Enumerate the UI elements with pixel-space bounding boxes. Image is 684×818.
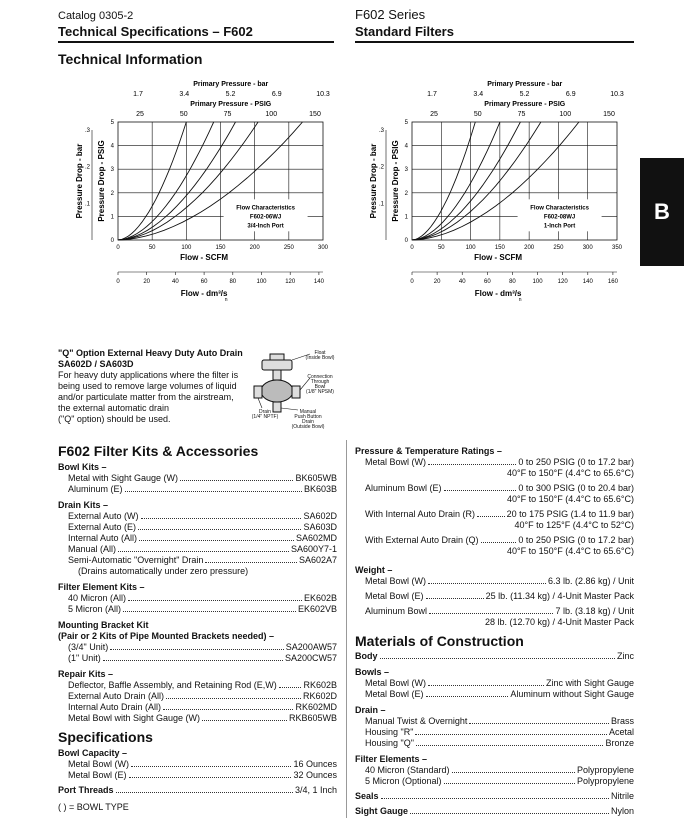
material-row: 40 Micron (Standard) Polypropylene [365, 765, 634, 775]
kit-row: External Auto (W) SA602D [68, 511, 337, 521]
legend-line: F602-08WJ [543, 214, 576, 221]
x2-tick-label: 140 [582, 279, 593, 285]
top-psig-tick: 100 [559, 111, 572, 118]
top-bar-tick: 5.2 [519, 91, 530, 98]
rating-temp: 40°F to 150°F (4.4°C to 65.6°C) [507, 546, 634, 556]
x2-axis-subscript: n [518, 297, 522, 303]
callout-connection-2: Through [310, 379, 330, 385]
rating-temp: 40°F to 150°F (4.4°C to 65.6°C) [507, 494, 634, 504]
q-option-models: SA602D / SA603D [58, 359, 134, 369]
y-tick-label: 2 [110, 190, 114, 197]
bowl-capacity-heading: Bowl Capacity – [58, 748, 128, 758]
y-tick-label: 4 [404, 143, 408, 150]
legend-line: Flow Characteristics [236, 205, 295, 212]
materials-title: Materials of Construction [355, 633, 524, 649]
callout-drain-1: Drain [259, 409, 271, 415]
repair-kits-heading: Repair Kits – [58, 669, 114, 679]
top-psig-tick: 50 [473, 111, 482, 118]
x-tick-label: 100 [465, 245, 476, 251]
x2-tick-label: 40 [458, 279, 466, 285]
drain-bowl [261, 380, 293, 402]
x-tick-label: 200 [249, 245, 260, 251]
series-curve-50 [412, 122, 500, 240]
callout-manual-3: Drain [302, 419, 314, 425]
x2-tick-label: 80 [229, 279, 237, 285]
x2-axis-label: Flow - dm³/s [474, 289, 522, 298]
callout-float-2: (Inside Bowl) [305, 355, 335, 361]
drain-kits-heading: Drain Kits – [58, 500, 109, 510]
y-tick-label: 2 [404, 190, 408, 197]
rating-row: With External Auto Drain (Q) 0 to 250 PSIG (0 to 17.2 bar) [365, 535, 634, 545]
ratings-section [355, 446, 634, 817]
x-tick-label: 250 [283, 245, 294, 251]
kits-title: F602 Filter Kits & Accessories [58, 443, 259, 459]
rating-temp: 40°F to 150°F (4.4°C to 65.6°C) [507, 468, 634, 478]
x2-tick-label: 60 [483, 279, 491, 285]
specifications-title: Specifications [58, 729, 153, 745]
top-axis-bar-label: Primary Pressure - bar [193, 81, 269, 88]
y-tick-label: 0 [404, 238, 408, 244]
x2-tick-label: 0 [410, 279, 414, 285]
kit-row: Internal Auto (All) SA602MD [68, 533, 337, 543]
y2-tick-label: .3 [378, 128, 384, 134]
top-psig-tick: 100 [265, 111, 278, 118]
y-tick-label: 5 [404, 120, 408, 126]
x2-tick-label: 160 [607, 279, 618, 285]
y-tick-label: 0 [110, 238, 114, 244]
legend-line: Flow Characteristics [530, 205, 589, 212]
y2-axis-label: Pressure Drop - bar [75, 143, 84, 219]
top-bar-tick: 10.3 [316, 91, 330, 98]
kit-row: 5 Micron (All) EK602VB [68, 604, 337, 614]
material-row: Housing "Q" Bronze [365, 738, 634, 748]
kits-section [58, 443, 337, 813]
x2-tick-label: 120 [557, 279, 568, 285]
y2-tick-label: .1 [84, 201, 90, 208]
series-curve-25 [412, 122, 475, 240]
material-row: Sight Gauge Nylon [355, 806, 634, 816]
material-row: Metal Bowl (E) Aluminum without Sight Gauge [365, 689, 634, 699]
q-option-title: "Q" Option External Heavy Duty Auto Drain [58, 348, 243, 358]
x-axis-label: Flow - SCFM [474, 253, 523, 262]
x-tick-label: 250 [553, 245, 564, 251]
x-tick-label: 300 [317, 245, 329, 251]
material-row: Seals Nitrile [355, 791, 634, 801]
y-tick-label: 4 [110, 143, 114, 150]
x-tick-label: 150 [215, 245, 226, 251]
kit-row: External Auto Drain (All) RK602D [68, 691, 337, 701]
top-bar-tick: 6.9 [565, 91, 576, 98]
top-bar-tick: 5.2 [225, 91, 236, 98]
y-axis-label: Pressure Drop - PSIG [97, 140, 106, 222]
x2-tick-label: 60 [200, 279, 208, 285]
series-curve-75 [412, 122, 520, 240]
q-option-line-2: being used to remove large volumes of liquid [58, 381, 237, 391]
x2-tick-label: 20 [143, 279, 151, 285]
header-rule-left [58, 41, 334, 43]
x-tick-label: 150 [494, 245, 505, 251]
x2-tick-label: 100 [532, 279, 543, 285]
x-tick-label: 300 [582, 245, 593, 251]
kit-row: Deflector, Baffle Assembly, and Retaining Rod (E,W) RK602B [68, 680, 337, 690]
x-tick-label: 350 [611, 245, 623, 251]
kit-row: Manual (All) SA600Y7-1 [68, 544, 337, 554]
top-bar-tick: 1.7 [427, 91, 437, 98]
flow-chart-1 [58, 76, 348, 303]
manual-push-button [273, 402, 281, 412]
x-tick-label: 100 [181, 245, 192, 251]
y-tick-label: 5 [110, 120, 114, 126]
section-tab: B [640, 158, 684, 266]
catalog-number: Catalog 0305-2 [58, 10, 134, 22]
ratings-title: Pressure & Temperature Ratings – [355, 446, 502, 456]
auto-drain-illustration [244, 346, 344, 438]
y2-tick-label: .1 [378, 201, 384, 208]
callout-float-1: Float [314, 350, 326, 356]
x2-axis-subscript: n [224, 297, 228, 303]
drain-note: (Drains automatically under zero pressure) [78, 566, 249, 576]
q-option-line-5: ("Q" option) should be used. [58, 414, 171, 424]
bowls-heading: Bowls – [355, 667, 390, 677]
x-tick-label: 50 [437, 245, 445, 251]
legend-line: F602-06WJ [249, 214, 282, 221]
y2-tick-label: .2 [84, 164, 90, 171]
top-psig-tick: 25 [430, 111, 438, 118]
filter-kits-heading: Filter Element Kits – [58, 582, 145, 592]
top-axis-psig-label: Primary Pressure - PSIG [484, 101, 566, 108]
top-bar-tick: 6.9 [271, 91, 282, 98]
weight-title: Weight – [355, 565, 393, 575]
x2-tick-label: 120 [285, 279, 296, 285]
top-bar-tick: 10.3 [610, 91, 624, 98]
kit-row: 40 Micron (All) EK602B [68, 593, 337, 603]
callout-manual-2: Push Button [294, 414, 322, 420]
top-axis-psig-label: Primary Pressure - PSIG [190, 101, 272, 108]
material-row: Housing "R" Acetal [365, 727, 634, 737]
callout-connection-1: Connection [307, 374, 333, 380]
top-psig-tick: 75 [223, 111, 232, 118]
rating-row: Metal Bowl (W) 0 to 250 PSIG (0 to 17.2 bar) [365, 457, 634, 467]
callout-connection-4: (1/8" NPSM) [306, 389, 334, 395]
kit-row: (1" Unit) SA200CW57 [68, 653, 337, 663]
left-header-title: Technical Specifications – F602 [58, 24, 253, 39]
top-bar-tick: 1.7 [133, 91, 143, 98]
top-bar-tick: 3.4 [473, 91, 484, 98]
series-curve-50 [118, 122, 214, 240]
drain-port-left [254, 386, 262, 398]
right-header-title: Standard Filters [355, 24, 454, 39]
x2-tick-label: 0 [116, 279, 120, 285]
material-row: Body Zinc [355, 651, 634, 661]
kit-row: Aluminum (E) BK603B [68, 484, 337, 494]
legend-line: 3/4-Inch Port [247, 223, 284, 230]
top-psig-tick: 150 [309, 111, 321, 118]
x-tick-label: 200 [524, 245, 535, 251]
flow-chart-2 [352, 76, 642, 303]
weight-row: Metal Bowl (W) 6.3 lb. (2.86 kg) / Unit [365, 576, 634, 586]
x2-tick-label: 40 [172, 279, 179, 285]
drain-heading: Drain – [355, 705, 386, 715]
top-psig-tick: 150 [603, 111, 615, 118]
spec-row: Metal Bowl (W) 16 Ounces [68, 759, 337, 769]
rating-row: With Internal Auto Drain (R) 20 to 175 PSIG (1.4 to 11.9 bar) [365, 509, 634, 519]
bowl-type-note: ( ) = BOWL TYPE [58, 802, 129, 812]
series-curve-75 [118, 122, 236, 240]
callout-manual-4: (Outside Bowl) [291, 424, 325, 430]
series-name: F602 Series [355, 7, 426, 22]
y-tick-label: 3 [404, 167, 408, 174]
q-option-line-1: For heavy duty applications where the filter is [58, 370, 239, 380]
callout-connection-3: Bowl [314, 384, 326, 390]
legend-line: 1-Inch Port [543, 223, 576, 230]
y-axis-label: Pressure Drop - PSIG [391, 140, 400, 222]
weight-row: Metal Bowl (E) 25 lb. (11.34 kg) / 4-Unit Master Pack [365, 591, 634, 601]
kit-row: Semi-Automatic "Overnight" Drain SA602A7 [68, 555, 337, 565]
top-axis-bar-label: Primary Pressure - bar [487, 81, 563, 88]
drain-stem [273, 370, 281, 380]
material-row: Manual Twist & Overnight Brass [365, 716, 634, 726]
x-axis-label: Flow - SCFM [180, 253, 229, 262]
q-option-line-4: the external automatic drain [58, 403, 170, 413]
rating-temp: 40°F to 125°F (4.4°C to 52°C) [514, 520, 634, 530]
technical-information-title: Technical Information [58, 51, 203, 67]
x2-axis-label: Flow - dm³/s [180, 289, 228, 298]
x2-tick-label: 20 [433, 279, 441, 285]
header-rule-right [355, 41, 634, 43]
x-tick-label: 0 [410, 245, 414, 251]
material-row: 5 Micron (Optional) Polypropylene [365, 776, 634, 786]
bowl-kits-heading: Bowl Kits – [58, 462, 107, 472]
port-threads-row: Port Threads 3/4, 1 Inch [58, 785, 337, 795]
bracket-subheading: (Pair or 2 Kits of Pipe Mounted Brackets needed) – [58, 631, 275, 641]
x2-tick-label: 80 [509, 279, 516, 285]
weight-extra: 28 lb. (12.70 kg) / 4-Unit Master Pack [484, 617, 634, 627]
drain-cap [270, 354, 284, 360]
x-tick-label: 0 [116, 245, 120, 251]
q-option-line-3: and/or particulate matter from the airstream, [58, 392, 234, 402]
material-row: Metal Bowl (W) Zinc with Sight Gauge [365, 678, 634, 688]
top-psig-tick: 75 [517, 111, 526, 118]
x2-tick-label: 140 [313, 279, 324, 285]
kit-row: (3/4" Unit) SA200AW57 [68, 642, 337, 652]
y-tick-label: 1 [404, 214, 408, 221]
spec-row: Metal Bowl (E) 32 Ounces [68, 770, 337, 780]
kit-row: Metal Bowl with Sight Gauge (W) RKB605WB [68, 713, 337, 723]
kit-row: External Auto (E) SA603D [68, 522, 337, 532]
x-tick-label: 50 [148, 245, 156, 251]
q-option-block [58, 348, 258, 425]
top-bar-tick: 3.4 [179, 91, 190, 98]
y-tick-label: 1 [110, 214, 114, 221]
weight-row: Aluminum Bowl 7 lb. (3.18 kg) / Unit [365, 606, 634, 616]
kit-row: Metal with Sight Gauge (W) BK605WB [68, 473, 337, 483]
bracket-kits-heading: Mounting Bracket Kit [58, 620, 149, 630]
x2-tick-label: 100 [256, 279, 267, 285]
filter-heading: Filter Elements – [355, 754, 428, 764]
drain-port-right [292, 386, 300, 398]
y-tick-label: 3 [110, 167, 114, 174]
top-psig-tick: 25 [136, 111, 144, 118]
y2-axis-label: Pressure Drop - bar [369, 143, 378, 219]
top-psig-tick: 50 [179, 111, 188, 118]
y2-tick-label: .3 [84, 128, 90, 134]
drain-head [262, 360, 292, 370]
rating-row: Aluminum Bowl (E) 0 to 300 PSIG (0 to 20.4 bar) [365, 483, 634, 493]
callout-manual-1: Manual [299, 409, 317, 415]
callout-drain-2: (1/4" NPTF) [251, 414, 279, 420]
kit-row: Internal Auto Drain (All) RK602MD [68, 702, 337, 712]
y2-tick-label: .2 [378, 164, 384, 171]
column-divider [346, 440, 347, 818]
